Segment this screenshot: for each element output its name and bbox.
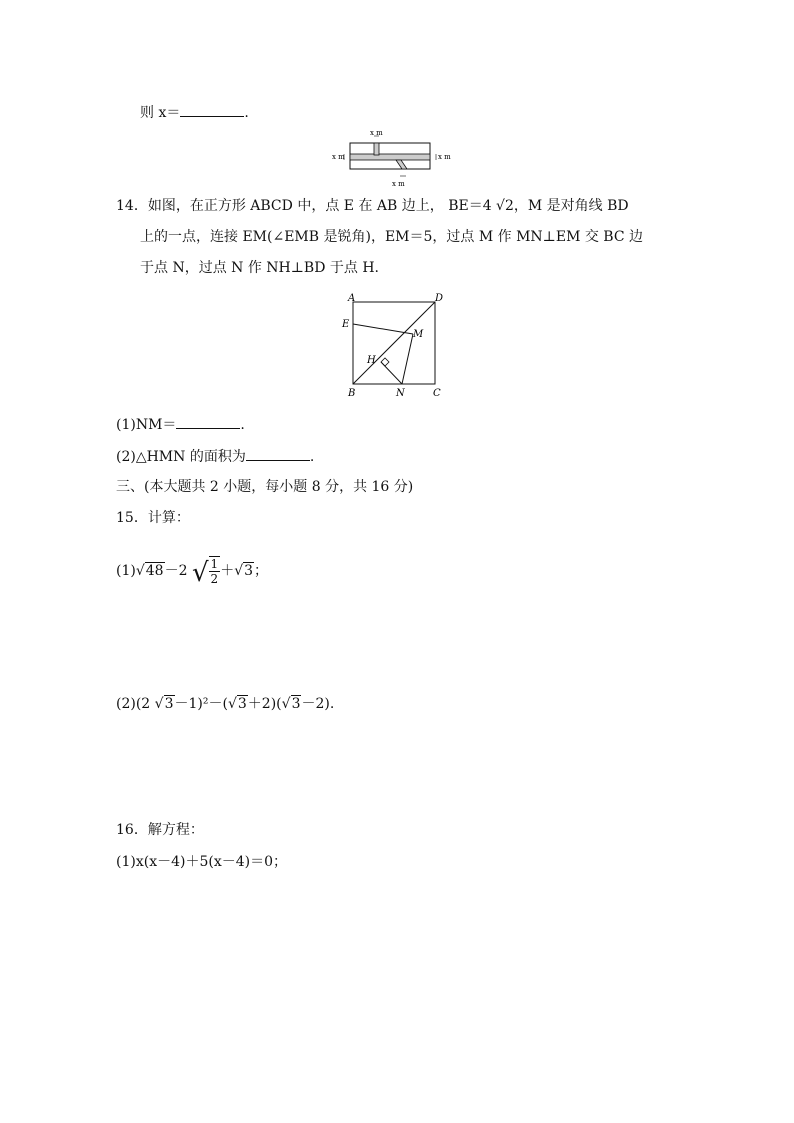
fig1-label-left: x m bbox=[332, 153, 345, 161]
fig2-label-D: D bbox=[435, 293, 444, 304]
fig2-label-M: M bbox=[413, 329, 424, 340]
q14-text-1: 如图，在正方形 ABCD 中，点 E 在 AB 边上， BE＝4 √2，M 是对角线 BD bbox=[147, 198, 629, 214]
section3-title: 三、(本大题共 2 小题，每小题 8 分，共 16 分) bbox=[116, 479, 414, 495]
sqrt-icon: √ bbox=[154, 696, 164, 712]
road-figure bbox=[330, 128, 460, 190]
q15-p1-frac-den: 2 bbox=[210, 572, 219, 586]
q16-p1: (1)x(x－4)＋5(x－4)＝0； bbox=[116, 854, 287, 870]
q15-p2-mid1: －1)²－( bbox=[174, 696, 228, 712]
q15-p2-end: －2). bbox=[301, 696, 335, 712]
q15-p2-mid2: ＋2)( bbox=[247, 696, 282, 712]
q15-p1-plus: ＋ bbox=[220, 563, 235, 579]
q15-p2-radicand-1: 3 bbox=[164, 696, 174, 712]
fig2-label-C: C bbox=[433, 388, 441, 399]
fig1-label-right: x m bbox=[438, 153, 451, 161]
q14-sub1-suffix: . bbox=[240, 417, 245, 433]
q14-number: 14． bbox=[116, 198, 148, 214]
sqrt-icon: √ bbox=[227, 696, 237, 712]
sqrt-icon: √ bbox=[234, 563, 244, 579]
q15-p1-radicand-2: 3 bbox=[244, 563, 254, 579]
q15-p1-label: (1) bbox=[116, 563, 136, 579]
q14-line3 bbox=[140, 258, 379, 278]
answer-blank[interactable] bbox=[180, 102, 244, 117]
q14-text-3: 于点 N，过点 N 作 NH⊥BD 于点 H. bbox=[140, 260, 379, 276]
q15-title: 计算： bbox=[147, 510, 190, 526]
fig2-label-A: A bbox=[348, 293, 356, 304]
q16-number: 16． bbox=[116, 822, 148, 838]
q16-title: 解方程： bbox=[147, 822, 204, 838]
sqrt-icon: √ bbox=[281, 696, 291, 712]
q15-part2 bbox=[116, 694, 334, 714]
fig2-label-B: B bbox=[348, 388, 356, 399]
q15-p1-end: ； bbox=[254, 563, 269, 579]
q14-sub2 bbox=[116, 446, 314, 467]
fig2-label-H: H bbox=[367, 355, 376, 366]
q14-sub2-prefix: (2)△HMN 的面积为 bbox=[116, 449, 246, 465]
q16-heading bbox=[116, 820, 204, 840]
q14-sub1-blank[interactable] bbox=[176, 414, 240, 429]
q14-sub2-blank[interactable] bbox=[246, 446, 310, 461]
sqrt-icon: √ bbox=[135, 563, 145, 579]
answer-suffix: . bbox=[244, 105, 249, 121]
q15-p1-radicand-1: 48 bbox=[145, 563, 164, 579]
q14-line1 bbox=[116, 196, 629, 216]
q15-part1 bbox=[116, 556, 268, 586]
answer-line-x bbox=[140, 102, 249, 123]
fig2-label-E: E bbox=[342, 319, 350, 330]
fig1-label-top: x m bbox=[370, 129, 383, 137]
q15-p2-radicand-2: 3 bbox=[237, 696, 247, 712]
q14-line2 bbox=[140, 227, 643, 247]
q15-heading bbox=[116, 508, 190, 528]
q15-p1-minus: －2 bbox=[164, 563, 188, 579]
fig2-label-N: N bbox=[396, 388, 405, 399]
section3-heading bbox=[116, 477, 413, 497]
q14-text-2: 上的一点，连接 EM(∠EMB 是锐角)，EM＝5，过点 M 作 MN⊥EM 交 BC 边 bbox=[140, 229, 644, 245]
q15-p2-radicand-3: 3 bbox=[291, 696, 301, 712]
sqrt-icon: √ bbox=[191, 558, 209, 588]
q15-p2-label: (2)(2 bbox=[116, 696, 151, 712]
q14-sub1 bbox=[116, 414, 245, 435]
fig1-label-bottom: x m bbox=[392, 180, 405, 188]
q14-sub1-prefix: (1)NM＝ bbox=[116, 417, 177, 433]
q15-p1-frac-num: 1 bbox=[210, 557, 219, 571]
q16-part1 bbox=[116, 852, 287, 872]
q15-number: 15． bbox=[116, 510, 148, 526]
q14-sub2-suffix: . bbox=[309, 449, 315, 465]
answer-prefix: 则 x＝ bbox=[140, 105, 181, 121]
square-figure bbox=[338, 290, 450, 402]
